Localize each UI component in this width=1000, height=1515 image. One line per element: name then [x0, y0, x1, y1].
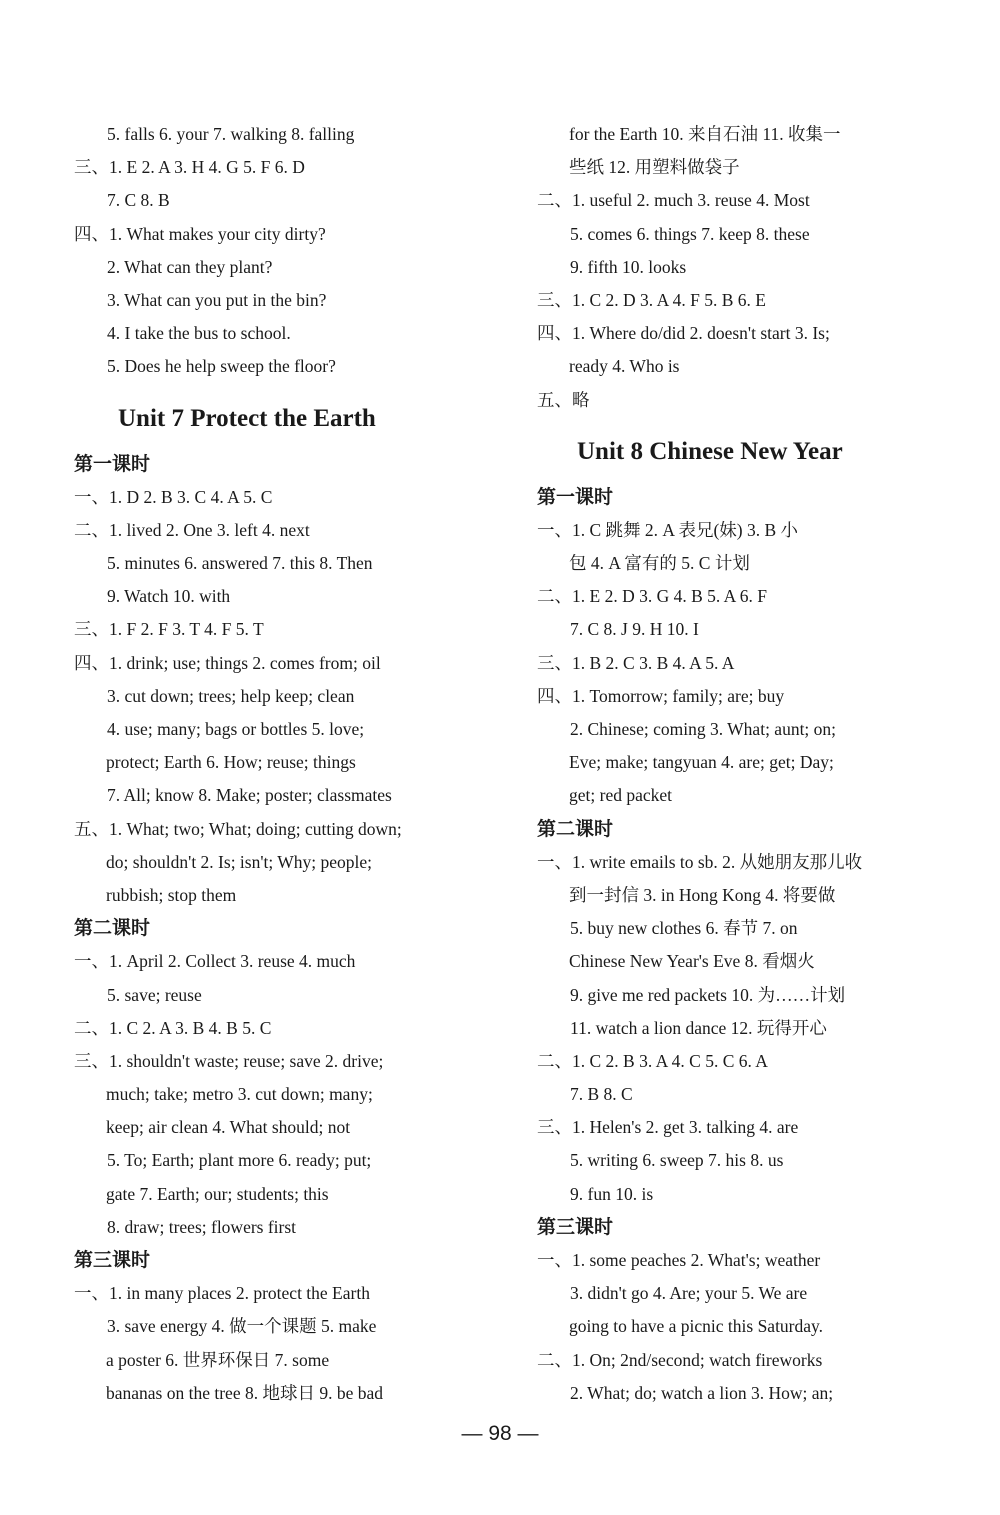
answer-line: protect; Earth 6. How; reuse; things — [106, 752, 356, 773]
answer-line: Eve; make; tangyuan 4. are; get; Day; — [569, 752, 834, 773]
answer-line: 一、1. in many places 2. protect the Earth — [74, 1283, 370, 1304]
answer-line: going to have a picnic this Saturday. — [569, 1316, 824, 1337]
answer-line: 4. use; many; bags or bottles 5. love; — [107, 719, 365, 739]
lesson-heading: 第一课时 — [74, 452, 151, 475]
answer-line: 到一封信 3. in Hong Kong 4. 将要做 — [569, 884, 836, 905]
answer-line: much; take; metro 3. cut down; many; — [106, 1084, 373, 1105]
answer-line: 7. C 8. J 9. H 10. I — [570, 619, 699, 640]
answer-line: 四、1. What makes your city dirty? — [74, 223, 326, 244]
answer-line: 5. Does he help sweep the floor? — [107, 356, 336, 377]
answer-line: bananas on the tree 8. 地球日 9. be bad — [106, 1382, 384, 1403]
answer-line: Chinese New Year's Eve 8. 看烟火 — [569, 951, 815, 972]
answer-line: 3. save energy 4. 做一个课题 5. make — [107, 1316, 377, 1337]
answer-line: get; red packet — [569, 785, 673, 806]
answer-line: 三、1. F 2. F 3. T 4. F 5. T — [74, 619, 264, 640]
answer-line: 包 4. A 富有的 5. C 计划 — [569, 553, 750, 574]
answer-line: 五、1. What; two; What; doing; cutting down; — [74, 818, 402, 839]
answer-line: 3. cut down; trees; help keep; clean — [107, 685, 355, 706]
answer-line: 二、1. C 2. B 3. A 4. C 5. C 6. A — [537, 1050, 768, 1071]
answer-line: 一、1. April 2. Collect 3. reuse 4. much — [74, 951, 356, 972]
lesson-heading: 第三课时 — [537, 1215, 614, 1238]
lesson-heading: 第二课时 — [537, 817, 614, 840]
answer-line: 三、1. C 2. D 3. A 4. F 5. B 6. E — [537, 289, 766, 310]
lesson-heading: 第一课时 — [537, 485, 614, 508]
answer-line: 8. draw; trees; flowers first — [107, 1216, 297, 1237]
answer-line: 三、1. shouldn't waste; reuse; save 2. drive; — [74, 1050, 384, 1071]
answer-line: 四、1. Where do/did 2. doesn't start 3. Is; — [537, 323, 830, 344]
answer-line: gate 7. Earth; our; students; this — [106, 1183, 329, 1204]
answer-line: 9. fifth 10. looks — [570, 256, 687, 277]
answer-line: 5. To; Earth; plant more 6. ready; put; — [107, 1150, 372, 1171]
answer-line: 三、1. Helen's 2. get 3. talking 4. are — [537, 1117, 799, 1138]
answer-line: 9. give me red packets 10. 为……计划 — [570, 984, 846, 1005]
answer-line: do; shouldn't 2. Is; isn't; Why; people; — [106, 851, 373, 872]
answer-line: 5. minutes 6. answered 7. this 8. Then — [107, 553, 373, 574]
answer-line: 四、1. Tomorrow; family; are; buy — [537, 685, 785, 706]
answer-line: 4. I take the bus to school. — [107, 323, 291, 344]
right-column — [537, 118, 927, 1410]
answer-line: 5. falls 6. your 7. walking 8. falling — [107, 124, 355, 144]
answer-line: 些纸 12. 用塑料做袋子 — [569, 157, 740, 178]
lesson-heading: 第三课时 — [74, 1249, 151, 1271]
answer-line: 二、1. On; 2nd/second; watch fireworks — [537, 1349, 823, 1370]
answer-line: 5. writing 6. sweep 7. his 8. us — [570, 1150, 784, 1171]
answer-line: 7. All; know 8. Make; poster; classmates — [107, 785, 392, 806]
answer-line: 3. What can you put in the bin? — [107, 289, 327, 310]
lesson-heading: 第二课时 — [74, 917, 151, 940]
answer-line: 2. What can they plant? — [107, 256, 273, 277]
answer-line: 三、1. E 2. A 3. H 4. G 5. F 6. D — [74, 157, 305, 178]
answer-line: 二、1. C 2. A 3. B 4. B 5. C — [74, 1017, 272, 1038]
answer-line: 2. What; do; watch a lion 3. How; an; — [570, 1382, 834, 1403]
answer-line: 二、1. E 2. D 3. G 4. B 5. A 6. F — [537, 586, 767, 607]
answer-line: a poster 6. 世界环保日 7. some — [106, 1349, 330, 1370]
answer-line: for the Earth 10. 来自石油 11. 收集一 — [569, 124, 841, 144]
answer-line: 一、1. D 2. B 3. C 4. A 5. C — [74, 486, 273, 507]
answer-line: 7. B 8. C — [570, 1084, 633, 1105]
answer-line: 五、略 — [537, 389, 590, 410]
answer-line: 9. Watch 10. with — [107, 586, 231, 607]
answer-line: 9. fun 10. is — [570, 1183, 654, 1204]
left-column — [74, 118, 474, 1410]
answer-line: 5. save; reuse — [107, 984, 202, 1005]
page-number: — 98 — — [461, 1422, 539, 1445]
answer-line: keep; air clean 4. What should; not — [106, 1117, 351, 1138]
answer-line: 四、1. drink; use; things 2. comes from; oil — [74, 652, 381, 673]
answer-line: 11. watch a lion dance 12. 玩得开心 — [570, 1017, 827, 1038]
answer-line: 一、1. some peaches 2. What's; weather — [537, 1250, 821, 1270]
answer-line: 3. didn't go 4. Are; your 5. We are — [570, 1283, 808, 1304]
answer-line: 5. buy new clothes 6. 春节 7. on — [570, 918, 798, 939]
answer-line: 三、1. B 2. C 3. B 4. A 5. A — [537, 652, 735, 673]
answer-line: ready 4. Who is — [569, 356, 680, 377]
answer-line: 2. Chinese; coming 3. What; aunt; on; — [570, 719, 837, 739]
unit-heading: Unit 7 Protect the Earth — [118, 404, 376, 432]
unit-heading: Unit 8 Chinese New Year — [577, 437, 843, 465]
answer-line: 一、1. write emails to sb. 2. 从她朋友那儿收 — [537, 851, 863, 872]
answer-line: 7. C 8. B — [107, 190, 170, 211]
answer-line: 二、1. lived 2. One 3. left 4. next — [74, 519, 310, 540]
answer-line: 5. comes 6. things 7. keep 8. these — [570, 223, 810, 244]
answer-line: 一、1. C 跳舞 2. A 表兄(妹) 3. B 小 — [537, 519, 799, 540]
answer-line: rubbish; stop them — [106, 884, 237, 905]
answer-line: 二、1. useful 2. much 3. reuse 4. Most — [537, 190, 810, 211]
